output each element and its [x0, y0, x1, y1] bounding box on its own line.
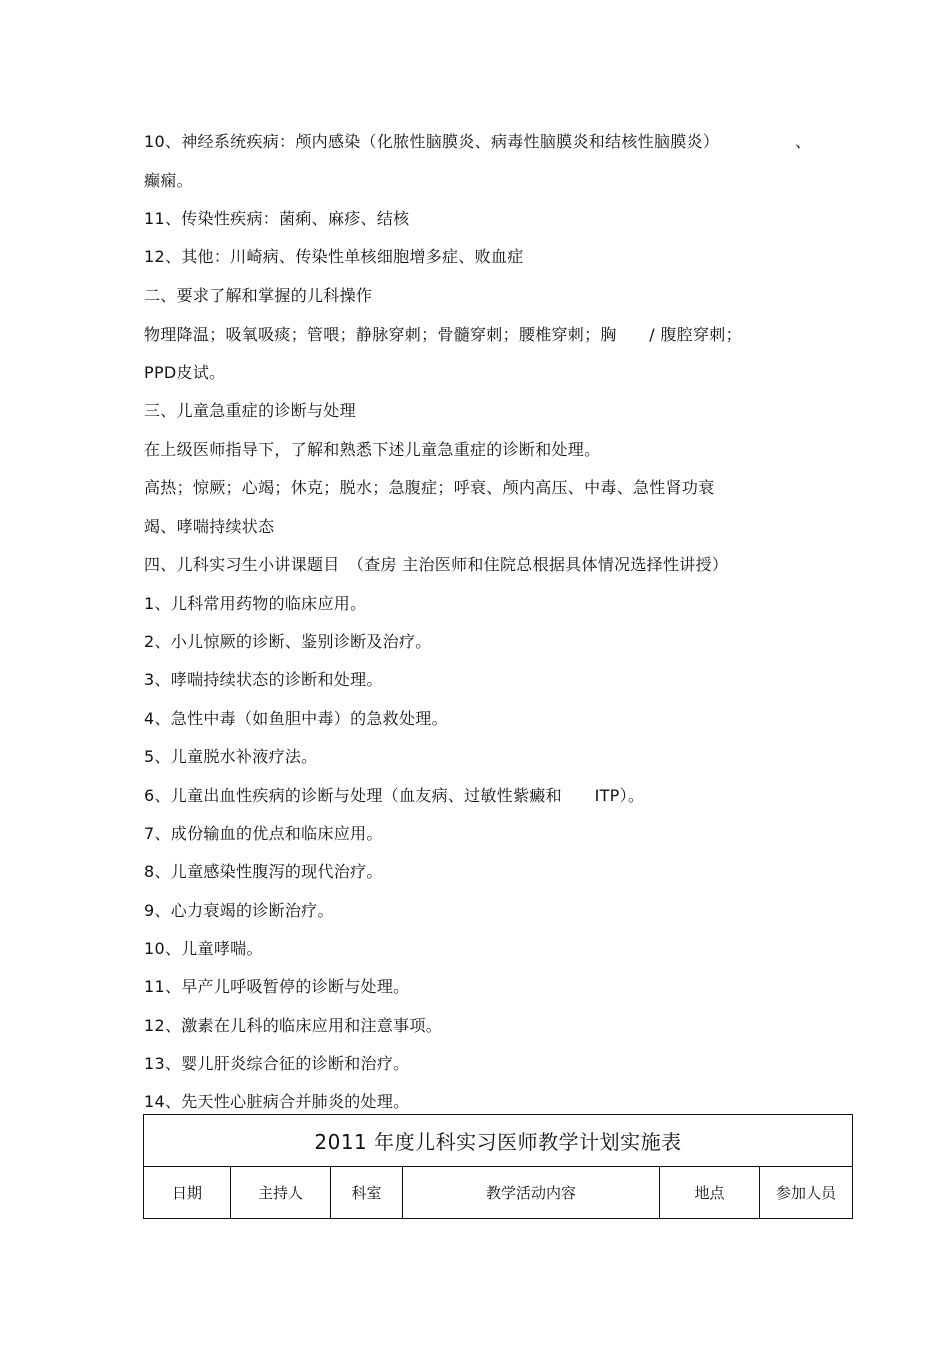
section-heading-3: 三、儿童急重症的诊断与处理 — [144, 401, 356, 420]
header-date: 日期 — [144, 1167, 231, 1219]
lecture-topic-6: 6、儿童出血性疾病的诊断与处理（血友病、过敏性紫癜和 ITP）。 — [144, 786, 645, 805]
lecture-topic-7: 7、成份输血的优点和临床应用。 — [144, 824, 383, 843]
text-line-7: PPD皮试。 — [144, 363, 226, 382]
text-line-11: 竭、哮喘持续状态 — [144, 517, 275, 536]
lecture-topic-2: 2、小儿惊厥的诊断、鉴别诊断及治疗。 — [144, 632, 432, 651]
text-line-2: 癫痫。 — [144, 171, 193, 190]
header-host: 主持人 — [231, 1167, 331, 1219]
section-heading-2: 二、要求了解和掌握的儿科操作 — [144, 286, 373, 305]
lecture-topic-14: 14、先天性心脏病合并肺炎的处理。 — [144, 1092, 410, 1111]
header-department: 科室 — [331, 1167, 403, 1219]
table-header-row — [144, 1167, 853, 1219]
lecture-topic-11: 11、早产儿呼吸暂停的诊断与处理。 — [144, 977, 410, 996]
lecture-topic-1: 1、儿科常用药物的临床应用。 — [144, 594, 367, 613]
header-participants: 参加人员 — [760, 1167, 853, 1219]
text-line-3: 11、传染性疾病：菌痢、麻疹、结核 — [144, 209, 410, 228]
text-line-4: 12、其他：川崎病、传染性单核细胞增多症、败血症 — [144, 247, 524, 266]
header-location: 地点 — [660, 1167, 760, 1219]
lecture-topic-5: 5、儿童脱水补液疗法。 — [144, 747, 318, 766]
teaching-plan-table — [143, 1114, 853, 1219]
lecture-topic-3: 3、哮喘持续状态的诊断和处理。 — [144, 670, 383, 689]
lecture-topic-10: 10、儿童哮喘。 — [144, 939, 263, 958]
text-line-9: 在上级医师指导下，了解和熟悉下述儿童急重症的诊断和处理。 — [144, 440, 601, 459]
text-line-1: 10、神经系统疾病：颅内感染（化脓性脑膜炎、病毒性脑膜炎和结核性脑膜炎） — [144, 132, 720, 151]
lecture-topic-8: 8、儿童感染性腹泻的现代治疗。 — [144, 862, 383, 881]
text-line-10: 高热；惊厥；心竭；休克；脱水；急腹症；呼衰、颅内高压、中毒、急性肾功衰 — [144, 478, 715, 497]
text-line-6: 物理降温；吸氧吸痰；管喂；静脉穿刺；骨髓穿刺；腰椎穿刺；胸 / 腹腔穿刺； — [144, 325, 742, 344]
lecture-topic-9: 9、心力衰竭的诊断治疗。 — [144, 901, 334, 920]
lecture-topic-12: 12、激素在儿科的临床应用和注意事项。 — [144, 1016, 443, 1035]
section-heading-4: 四、儿科实习生小讲课题目 （查房 主治医师和住院总根据具体情况选择性讲授） — [144, 555, 729, 574]
lecture-topic-13: 13、婴儿肝炎综合征的诊断和治疗。 — [144, 1054, 410, 1073]
header-activity-content: 教学活动内容 — [403, 1167, 660, 1219]
table-title: 2011 年度儿科实习医师教学计划实施表 — [144, 1115, 853, 1167]
lecture-topic-4: 4、急性中毒（如鱼胆中毒）的急救处理。 — [144, 709, 448, 728]
text-line-1-tail: 、 — [795, 132, 812, 151]
